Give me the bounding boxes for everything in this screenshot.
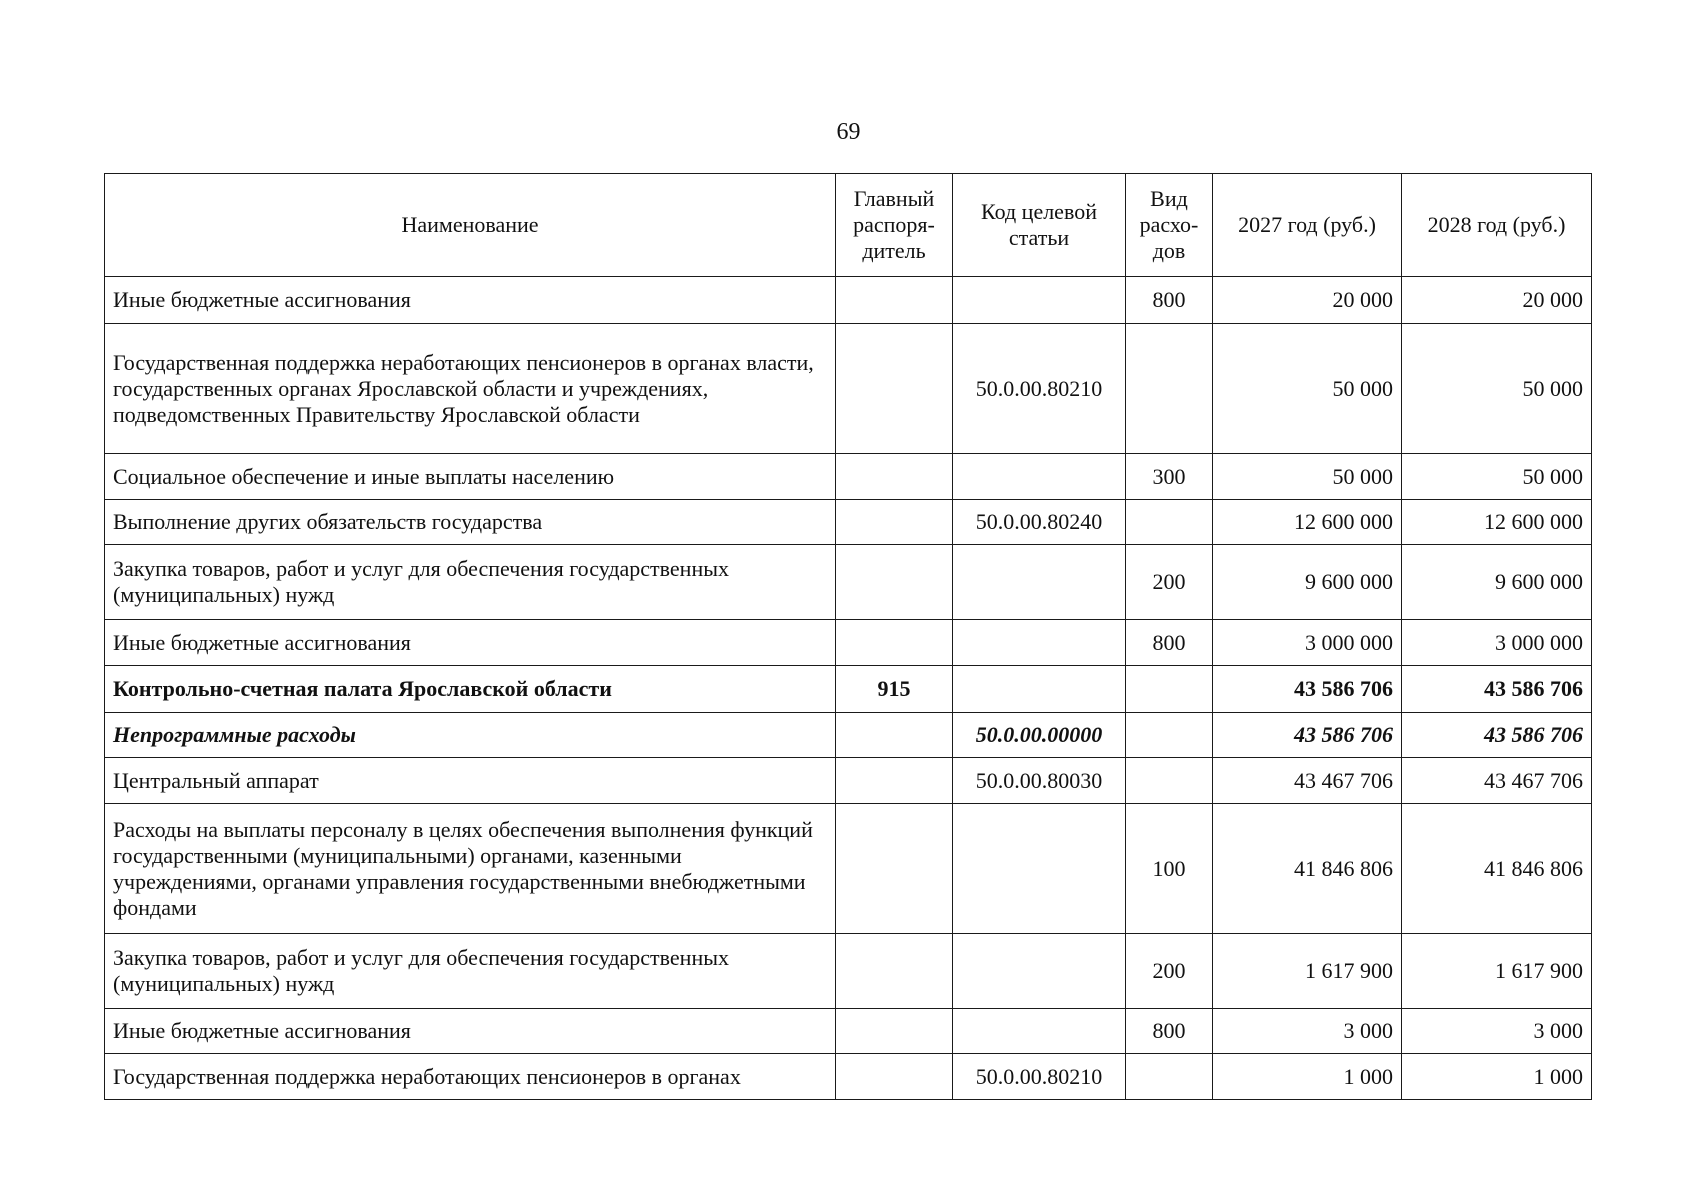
cell-code [953,666,1126,713]
cell-year-2028: 9 600 000 [1402,545,1592,620]
cell-manager [836,500,953,545]
cell-code [953,804,1126,934]
table-row [105,500,1592,545]
table-row [105,1009,1592,1054]
cell-type [1126,324,1213,454]
table-row [105,1054,1592,1100]
table-row [105,713,1592,758]
cell-manager [836,758,953,804]
cell-type: 100 [1126,804,1213,934]
cell-type [1126,713,1213,758]
cell-year-2028: 41 846 806 [1402,804,1592,934]
cell-year-2028: 12 600 000 [1402,500,1592,545]
cell-year-2028: 43 586 706 [1402,666,1592,713]
cell-manager [836,454,953,500]
table-row [105,454,1592,500]
cell-year-2028: 43 586 706 [1402,713,1592,758]
cell-year-2027: 41 846 806 [1213,804,1402,934]
cell-name: Иные бюджетные ассигнования [105,1009,836,1054]
cell-manager [836,1009,953,1054]
cell-year-2027: 1 000 [1213,1054,1402,1100]
table-header-row [105,174,1592,277]
table-row [105,804,1592,934]
header-year-2027: 2027 год (руб.) [1213,174,1402,277]
header-code: Код целевой статьи [953,174,1126,277]
table-row [105,666,1592,713]
cell-type [1126,758,1213,804]
table-body [105,277,1592,1100]
table-row [105,758,1592,804]
table-row [105,545,1592,620]
cell-code [953,454,1126,500]
header-name: Наименование [105,174,836,277]
cell-type: 300 [1126,454,1213,500]
cell-manager [836,324,953,454]
cell-year-2027: 43 586 706 [1213,713,1402,758]
cell-year-2027: 9 600 000 [1213,545,1402,620]
page-number: 69 [836,119,861,145]
cell-year-2027: 3 000 000 [1213,620,1402,666]
cell-manager [836,713,953,758]
cell-name: Закупка товаров, работ и услуг для обеспечения государственных (муниципальных) нужд [105,934,836,1009]
cell-name: Непрограммные расходы [105,713,836,758]
cell-year-2027: 50 000 [1213,454,1402,500]
cell-name: Расходы на выплаты персоналу в целях обеспечения выполнения функций государственными (муниципальными) органами, казенными учреждениями, органами управления государственными внебюджетными фондами [105,804,836,934]
header-type: Вид расхо-дов [1126,174,1213,277]
cell-code [953,1009,1126,1054]
header-year-2028: 2028 год (руб.) [1402,174,1592,277]
cell-name: Государственная поддержка неработающих пенсионеров в органах [105,1054,836,1100]
cell-year-2028: 20 000 [1402,277,1592,324]
cell-name: Закупка товаров, работ и услуг для обеспечения государственных (муниципальных) нужд [105,545,836,620]
cell-type: 800 [1126,277,1213,324]
cell-manager [836,277,953,324]
cell-year-2028: 1 617 900 [1402,934,1592,1009]
cell-manager: 915 [836,666,953,713]
cell-name: Иные бюджетные ассигнования [105,277,836,324]
cell-name: Контрольно-счетная палата Ярославской области [105,666,836,713]
cell-year-2028: 50 000 [1402,454,1592,500]
table-row [105,324,1592,454]
cell-name: Выполнение других обязательств государства [105,500,836,545]
cell-type [1126,666,1213,713]
cell-type: 200 [1126,934,1213,1009]
cell-year-2028: 43 467 706 [1402,758,1592,804]
cell-name: Социальное обеспечение и иные выплаты населению [105,454,836,500]
cell-type: 200 [1126,545,1213,620]
cell-manager [836,620,953,666]
cell-manager [836,1054,953,1100]
cell-year-2027: 3 000 [1213,1009,1402,1054]
cell-code [953,545,1126,620]
cell-code: 50.0.00.80030 [953,758,1126,804]
cell-year-2027: 12 600 000 [1213,500,1402,545]
table-row [105,277,1592,324]
cell-year-2027: 43 586 706 [1213,666,1402,713]
table-row [105,934,1592,1009]
cell-year-2027: 50 000 [1213,324,1402,454]
cell-code: 50.0.00.00000 [953,713,1126,758]
budget-table [104,173,1592,1100]
cell-code [953,934,1126,1009]
cell-code: 50.0.00.80210 [953,1054,1126,1100]
table-row [105,620,1592,666]
cell-name: Государственная поддержка неработающих пенсионеров в органах власти, государственных органах Ярославской области и учреждениях, подведомственных Правительству Ярославской области [105,324,836,454]
header-manager: Главный распоря-дитель [836,174,953,277]
cell-manager [836,804,953,934]
cell-type: 800 [1126,620,1213,666]
cell-year-2027: 43 467 706 [1213,758,1402,804]
cell-code: 50.0.00.80210 [953,324,1126,454]
cell-name: Центральный аппарат [105,758,836,804]
cell-type: 800 [1126,1009,1213,1054]
cell-year-2027: 20 000 [1213,277,1402,324]
cell-type [1126,1054,1213,1100]
cell-year-2028: 50 000 [1402,324,1592,454]
cell-manager [836,545,953,620]
cell-code [953,277,1126,324]
cell-year-2028: 3 000 000 [1402,620,1592,666]
cell-code [953,620,1126,666]
cell-manager [836,934,953,1009]
cell-year-2027: 1 617 900 [1213,934,1402,1009]
cell-code: 50.0.00.80240 [953,500,1126,545]
cell-type [1126,500,1213,545]
cell-year-2028: 3 000 [1402,1009,1592,1054]
cell-year-2028: 1 000 [1402,1054,1592,1100]
cell-name: Иные бюджетные ассигнования [105,620,836,666]
